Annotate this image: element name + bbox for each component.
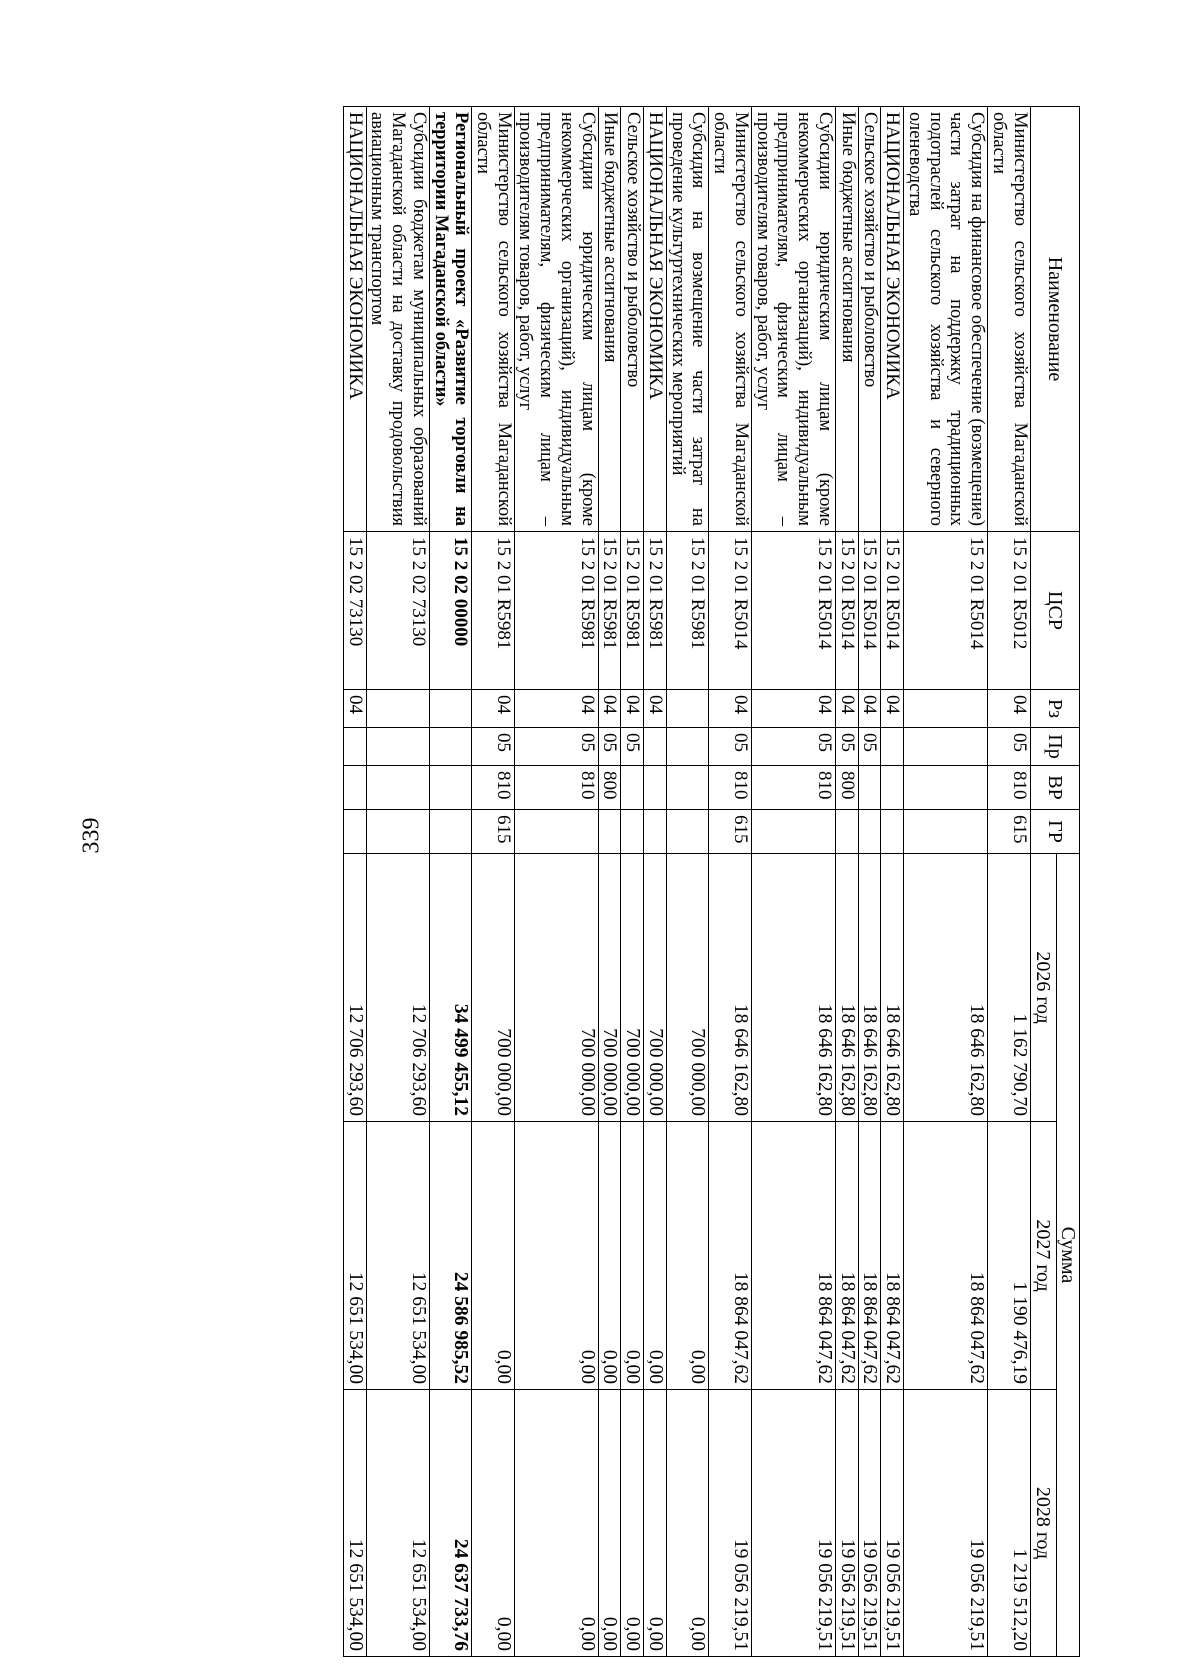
col-header-csr: ЦСР (1030, 532, 1079, 690)
table-row (472, 107, 514, 1657)
row-amount-2026: 700 000,00 (514, 854, 598, 1122)
row-gr: 615 (709, 810, 751, 854)
budget-table-sheet (160, 106, 1080, 1656)
row-csr: 15 2 01 R5981 (472, 532, 514, 690)
row-amount-2028: 0,00 (644, 1390, 667, 1657)
row-amount-2028: 19 056 219,51 (881, 1390, 904, 1657)
row-vr: 800 (835, 766, 858, 810)
row-rz (366, 690, 429, 728)
row-gr (343, 810, 366, 854)
table-row (598, 107, 621, 1657)
row-vr: 810 (514, 766, 598, 810)
col-header-rz: Рз (1030, 690, 1079, 728)
table-row (621, 107, 644, 1657)
col-header-gr: ГР (1030, 810, 1079, 854)
row-rz: 04 (621, 690, 644, 728)
row-amount-2028: 19 056 219,51 (709, 1390, 751, 1657)
row-gr (881, 810, 904, 854)
row-amount-2028: 0,00 (667, 1390, 709, 1657)
row-rz (667, 690, 709, 728)
table-row (835, 107, 858, 1657)
row-rz: 04 (881, 690, 904, 728)
row-amount-2027: 18 864 047,62 (709, 1122, 751, 1390)
row-gr (667, 810, 709, 854)
row-amount-2027: 0,00 (667, 1122, 709, 1390)
row-name: Иные бюджетные ассигнования (598, 107, 621, 532)
budget-table (343, 106, 1080, 1657)
row-name: Субсидии бюджетам муниципальных образований Магаданской области на доставку продовольствия авиационным транспортом (366, 107, 429, 532)
row-vr (366, 766, 429, 810)
row-amount-2026: 1 162 790,70 (988, 854, 1030, 1122)
row-pr: 05 (709, 728, 751, 766)
col-header-sum: Сумма (1056, 854, 1079, 1657)
row-name: Сельское хозяйство и рыболовство (621, 107, 644, 532)
row-amount-2026: 700 000,00 (644, 854, 667, 1122)
row-amount-2028: 19 056 219,51 (835, 1390, 858, 1657)
row-vr (644, 766, 667, 810)
row-gr (514, 810, 598, 854)
row-vr (429, 766, 471, 810)
row-amount-2026: 18 646 162,80 (709, 854, 751, 1122)
row-pr (644, 728, 667, 766)
col-header-vr: ВР (1030, 766, 1079, 810)
row-pr (904, 728, 988, 766)
row-amount-2027: 18 864 047,62 (751, 1122, 835, 1390)
row-csr: 15 2 01 R5981 (644, 532, 667, 690)
row-amount-2027: 12 651 534,00 (343, 1122, 366, 1390)
row-name: Субсидия на возмещение части затрат на проведение культуртехнических мероприятий (667, 107, 709, 532)
row-vr (904, 766, 988, 810)
table-row (429, 107, 471, 1657)
row-amount-2028: 1 219 512,20 (988, 1390, 1030, 1657)
row-rz: 04 (709, 690, 751, 728)
table-row (343, 107, 366, 1657)
col-header-2028: 2028 год (1030, 1390, 1056, 1657)
row-rz (904, 690, 988, 728)
row-csr: 15 2 02 73130 (343, 532, 366, 690)
row-amount-2026: 700 000,00 (621, 854, 644, 1122)
row-amount-2027: 0,00 (644, 1122, 667, 1390)
row-amount-2028: 24 637 733,76 (429, 1390, 471, 1657)
row-name: Субсидия на финансовое обеспечение (возмещение) части затрат на поддержку традиционных подотраслей сельского хозяйства и северного оленеводства (904, 107, 988, 532)
row-amount-2027: 0,00 (472, 1122, 514, 1390)
row-pr (667, 728, 709, 766)
row-name: НАЦИОНАЛЬНАЯ ЭКОНОМИКА (644, 107, 667, 532)
row-vr (858, 766, 881, 810)
row-vr (667, 766, 709, 810)
col-header-2027: 2027 год (1030, 1122, 1056, 1390)
row-amount-2026: 700 000,00 (472, 854, 514, 1122)
row-gr (751, 810, 835, 854)
row-amount-2027: 24 586 985,52 (429, 1122, 471, 1390)
row-amount-2028: 0,00 (472, 1390, 514, 1657)
col-header-2026: 2026 год (1030, 854, 1056, 1122)
row-pr: 05 (598, 728, 621, 766)
row-name: Субсидии юридическим лицам (кроме некоммерческих организаций), индивидуальным предпринимателям, физическим лицам – производителям товаров, работ, услуг (514, 107, 598, 532)
row-amount-2026: 700 000,00 (598, 854, 621, 1122)
row-amount-2026: 34 499 455,12 (429, 854, 471, 1122)
row-amount-2026: 18 646 162,80 (881, 854, 904, 1122)
row-name: Региональный проект «Развитие торговли на территории Магаданской области» (429, 107, 471, 532)
row-vr (881, 766, 904, 810)
row-gr: 615 (472, 810, 514, 854)
col-header-name: Наименование (1030, 107, 1079, 532)
page-number: 339 (78, 817, 105, 853)
row-vr: 810 (988, 766, 1030, 810)
row-csr: 15 2 01 R5014 (858, 532, 881, 690)
row-gr: 615 (988, 810, 1030, 854)
row-pr (429, 728, 471, 766)
row-gr (366, 810, 429, 854)
row-csr: 15 2 01 R5014 (904, 532, 988, 690)
row-amount-2027: 0,00 (598, 1122, 621, 1390)
row-amount-2027: 18 864 047,62 (858, 1122, 881, 1390)
row-gr (429, 810, 471, 854)
table-row (988, 107, 1030, 1657)
row-csr: 15 2 01 R5981 (514, 532, 598, 690)
row-vr: 800 (598, 766, 621, 810)
table-row (858, 107, 881, 1657)
row-csr: 15 2 02 73130 (366, 532, 429, 690)
row-gr (904, 810, 988, 854)
row-pr (881, 728, 904, 766)
row-amount-2027: 12 651 534,00 (366, 1122, 429, 1390)
row-rz: 04 (343, 690, 366, 728)
row-vr (621, 766, 644, 810)
table-row (667, 107, 709, 1657)
row-pr: 05 (514, 728, 598, 766)
row-name: НАЦИОНАЛЬНАЯ ЭКОНОМИКА (343, 107, 366, 532)
row-rz: 04 (514, 690, 598, 728)
col-header-pr: Пр (1030, 728, 1079, 766)
row-csr: 15 2 01 R5014 (709, 532, 751, 690)
row-amount-2028: 19 056 219,51 (751, 1390, 835, 1657)
row-amount-2028: 0,00 (598, 1390, 621, 1657)
row-rz: 04 (751, 690, 835, 728)
row-amount-2028: 0,00 (514, 1390, 598, 1657)
row-amount-2026: 18 646 162,80 (858, 854, 881, 1122)
row-pr: 05 (751, 728, 835, 766)
row-amount-2026: 18 646 162,80 (835, 854, 858, 1122)
row-amount-2027: 0,00 (514, 1122, 598, 1390)
row-csr: 15 2 01 R5014 (751, 532, 835, 690)
row-rz: 04 (835, 690, 858, 728)
row-gr (621, 810, 644, 854)
row-amount-2028: 0,00 (621, 1390, 644, 1657)
row-amount-2027: 18 864 047,62 (881, 1122, 904, 1390)
row-name: Министерство сельского хозяйства Магаданской области (472, 107, 514, 532)
row-csr: 15 2 01 R5014 (835, 532, 858, 690)
row-pr: 05 (988, 728, 1030, 766)
row-csr: 15 2 01 R5981 (598, 532, 621, 690)
row-vr (343, 766, 366, 810)
row-gr (858, 810, 881, 854)
table-row (514, 107, 598, 1657)
row-name: НАЦИОНАЛЬНАЯ ЭКОНОМИКА (881, 107, 904, 532)
row-amount-2027: 18 864 047,62 (904, 1122, 988, 1390)
row-pr: 05 (472, 728, 514, 766)
table-row (709, 107, 751, 1657)
row-rz: 04 (598, 690, 621, 728)
row-gr (598, 810, 621, 854)
row-name: Иные бюджетные ассигнования (835, 107, 858, 532)
row-rz: 04 (858, 690, 881, 728)
row-pr: 05 (835, 728, 858, 766)
table-row (644, 107, 667, 1657)
row-amount-2026: 12 706 293,60 (366, 854, 429, 1122)
row-vr: 810 (709, 766, 751, 810)
row-amount-2026: 700 000,00 (667, 854, 709, 1122)
row-amount-2028: 19 056 219,51 (904, 1390, 988, 1657)
row-gr (835, 810, 858, 854)
row-pr (343, 728, 366, 766)
table-row (881, 107, 904, 1657)
row-amount-2027: 0,00 (621, 1122, 644, 1390)
row-amount-2028: 19 056 219,51 (858, 1390, 881, 1657)
row-csr: 15 2 01 R5981 (621, 532, 644, 690)
row-pr: 05 (621, 728, 644, 766)
row-rz: 04 (644, 690, 667, 728)
row-amount-2026: 18 646 162,80 (904, 854, 988, 1122)
row-rz (429, 690, 471, 728)
row-amount-2028: 12 651 534,00 (343, 1390, 366, 1657)
row-rz: 04 (988, 690, 1030, 728)
table-row (751, 107, 835, 1657)
row-csr: 15 2 01 R5981 (667, 532, 709, 690)
row-name: Министерство сельского хозяйства Магаданской области (709, 107, 751, 532)
row-name: Сельское хозяйство и рыболовство (858, 107, 881, 532)
row-amount-2026: 12 706 293,60 (343, 854, 366, 1122)
row-pr: 05 (858, 728, 881, 766)
row-csr: 15 2 01 R5012 (988, 532, 1030, 690)
row-gr (644, 810, 667, 854)
row-name: Субсидии юридическим лицам (кроме некоммерческих организаций), индивидуальным предпринимателям, физическим лицам – производителям товаров, работ, услуг (751, 107, 835, 532)
row-csr: 15 2 01 R5014 (881, 532, 904, 690)
row-rz: 04 (472, 690, 514, 728)
row-name: Министерство сельского хозяйства Магаданской области (988, 107, 1030, 532)
row-amount-2027: 18 864 047,62 (835, 1122, 858, 1390)
row-csr: 15 2 02 00000 (429, 532, 471, 690)
row-pr (366, 728, 429, 766)
row-vr: 810 (751, 766, 835, 810)
row-amount-2028: 12 651 534,00 (366, 1390, 429, 1657)
row-amount-2026: 18 646 162,80 (751, 854, 835, 1122)
table-row (366, 107, 429, 1657)
row-vr: 810 (472, 766, 514, 810)
table-row (904, 107, 988, 1657)
row-amount-2027: 1 190 476,19 (988, 1122, 1030, 1390)
